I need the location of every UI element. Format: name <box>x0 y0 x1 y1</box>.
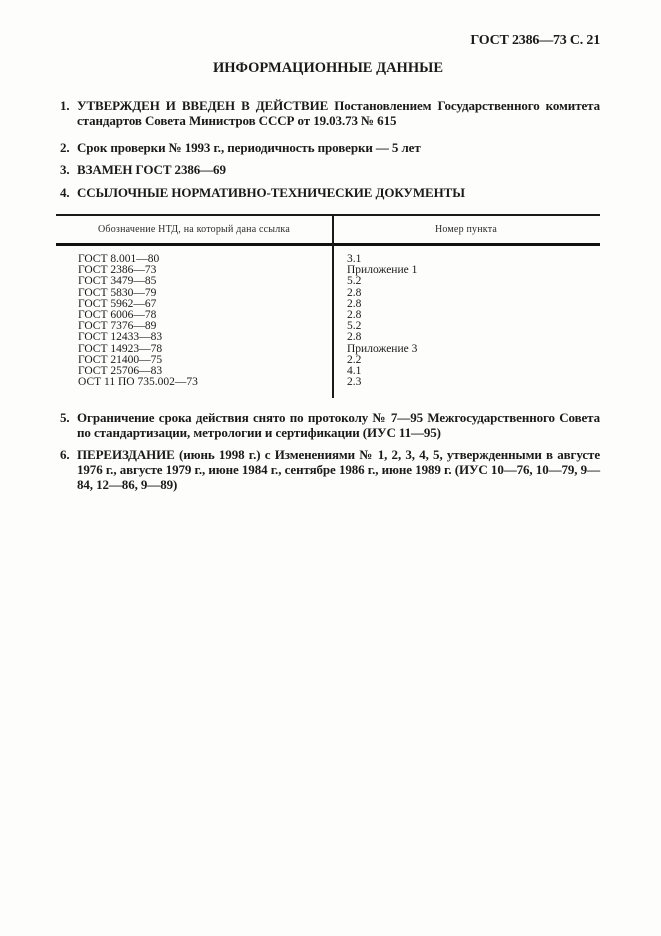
list-item-text: ВЗАМЕН ГОСТ 2386—69 <box>77 162 226 177</box>
ntd-designation-cell: ГОСТ 5830—79 <box>78 286 157 299</box>
ntd-designation-cell: ОСТ 11 ПО 735.002—73 <box>78 376 198 389</box>
list-item-4 <box>60 185 600 200</box>
table-header-designation: Обозначение НТД, на который дана ссылка <box>98 223 290 235</box>
ntd-designation-cell: ГОСТ 8.001—80 <box>78 253 160 265</box>
table-row <box>56 377 600 388</box>
list-item-6 <box>60 447 600 492</box>
clause-number-cell: 2.3 <box>347 376 362 389</box>
page-header-standard-number: ГОСТ 2386—73 С. 21 <box>470 33 600 48</box>
ntd-designation-cell: ГОСТ 21400—75 <box>78 353 163 366</box>
list-item-text: Срок проверки № 1993 г., периодичность проверки — 5 лет <box>77 140 421 155</box>
list-item-text: ПЕРЕИЗДАНИЕ (июнь 1998 г.) с Изменениями № 1, 2, 3, 4, 5, утвержденными в августе 1976 г., августе 1979 г., июне 1984 г., сентябре 1986 г., июне 1989 г. (ИУС 10—76, 10—79, 9—84, 12—86, 9—89) <box>77 447 600 492</box>
table-column-divider <box>332 214 334 398</box>
page-title: ИНФОРМАЦИОННЫЕ ДАННЫЕ <box>212 60 444 76</box>
clause-number-cell: 5.2 <box>347 320 362 333</box>
ntd-designation-cell: ГОСТ 5962—67 <box>78 297 157 310</box>
table-row <box>56 344 600 355</box>
list-item-2 <box>60 140 600 155</box>
clause-number-cell: 4.1 <box>347 364 362 377</box>
clause-number-cell: 2.8 <box>347 286 362 299</box>
table-row <box>56 332 600 343</box>
clause-number-cell: 3.1 <box>347 253 362 265</box>
list-item-number: 3. <box>60 162 70 177</box>
clause-number-cell: 2.8 <box>347 308 362 321</box>
ntd-designation-cell: ГОСТ 6006—78 <box>78 308 157 321</box>
list-item-text: УТВЕРЖДЕН И ВВЕДЕН В ДЕЙСТВИЕ Постановлением Государственного комитета стандартов Совета Министров СССР от 19.03.73 № 615 <box>77 98 600 128</box>
list-item-number: 1. <box>60 98 70 113</box>
clause-number-cell: 2.8 <box>347 331 362 344</box>
ntd-designation-cell: ГОСТ 14923—78 <box>78 342 163 355</box>
clause-number-cell: 2.2 <box>347 353 362 366</box>
list-item-number: 2. <box>60 140 70 155</box>
ntd-designation-cell: ГОСТ 25706—83 <box>78 364 163 377</box>
ntd-table-body <box>56 246 600 388</box>
ntd-designation-cell: ГОСТ 3479—85 <box>78 275 157 288</box>
clause-number-cell: 5.2 <box>347 275 362 288</box>
clause-number-cell: 2.8 <box>347 297 362 310</box>
table-header-clause: Номер пункта <box>434 223 498 235</box>
clause-number-cell: Приложение 3 <box>347 342 418 355</box>
list-item-text: Ограничение срока действия снято по протоколу № 7—95 Межгосударственного Совета по стандартизации, метрологии и сертификации (ИУС 11—95) <box>77 410 600 440</box>
ntd-designation-cell: ГОСТ 12433—83 <box>78 331 163 344</box>
list-item-5 <box>60 410 600 440</box>
table-row <box>56 276 600 287</box>
list-item-text: ССЫЛОЧНЫЕ НОРМАТИВНО-ТЕХНИЧЕСКИЕ ДОКУМЕНТЫ <box>77 185 465 200</box>
list-item-number: 6. <box>60 447 70 462</box>
ntd-designation-cell: ГОСТ 2386—73 <box>78 264 157 277</box>
ntd-designation-cell: ГОСТ 7376—89 <box>78 320 157 333</box>
table-header-row <box>56 216 600 243</box>
list-item-1 <box>60 98 600 128</box>
list-item-3 <box>60 162 600 177</box>
referenced-documents-table <box>56 214 600 398</box>
list-item-number: 5. <box>60 410 70 425</box>
list-item-number: 4. <box>60 185 70 200</box>
clause-number-cell: Приложение 1 <box>347 264 418 277</box>
